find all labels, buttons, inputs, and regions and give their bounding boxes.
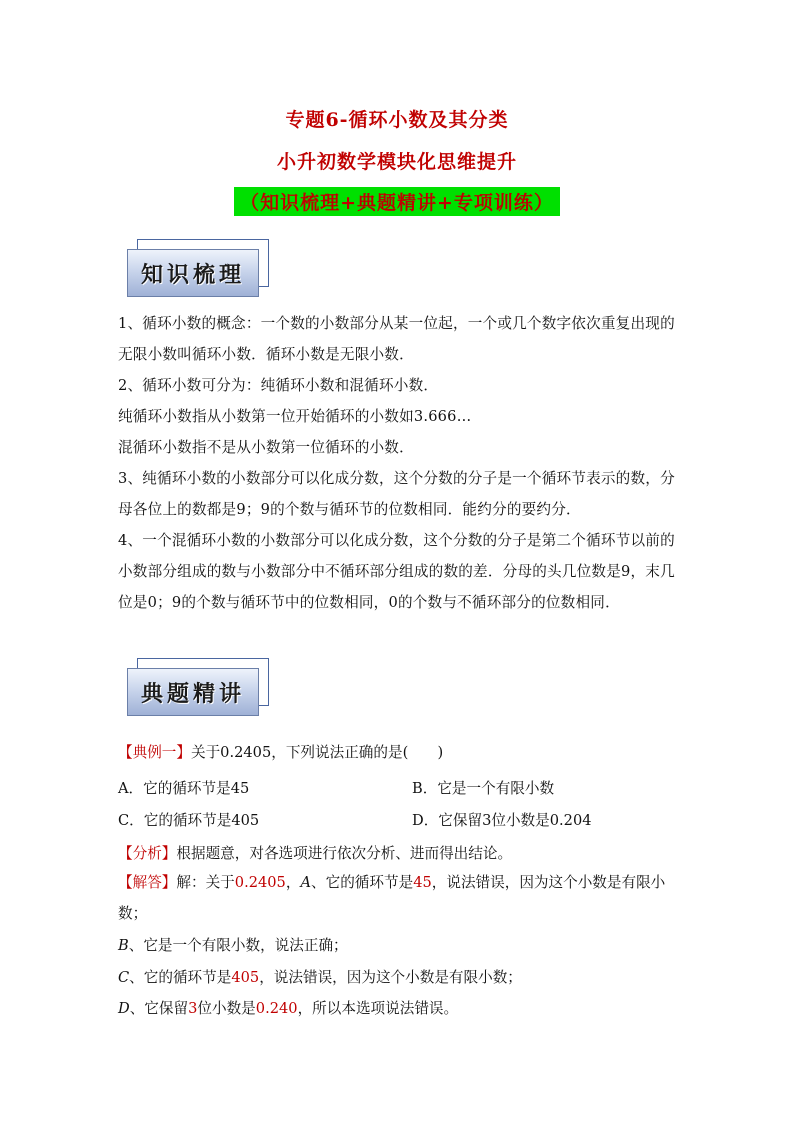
answer-text: 位小数是 (197, 1000, 256, 1017)
answer-number: 45 (413, 874, 432, 891)
answer-number: 0.2405 (234, 874, 286, 891)
tagline-wrap (0, 187, 794, 216)
answer-line-2 (118, 930, 678, 961)
option-letter: C (118, 969, 130, 986)
option-d: D．它保留3位小数是0.204 (412, 812, 592, 829)
answer-number: 405 (231, 969, 260, 986)
option-c: C．它的循环节是405 (118, 812, 260, 829)
knowledge-paragraph-6: 4、一个混循环小数的小数部分可以化成分数，这个分数的分子是第二个循环节以前的小数部分组成的数与小数部分中不循环部分组成的数的差．分母的头几位数是9，末几位是0；9的个数与循环节中的位数相同，0的个数与不循环部分的位数相同． (118, 532, 675, 611)
answer-text: ，说法错误，因为这个小数是有限小数； (118, 874, 666, 922)
analysis-text: 根据题意，对各选项进行依次分析、进而得出结论。 (176, 845, 513, 862)
section-header-knowledge: 知识梳理 (127, 249, 259, 297)
answer-text: 、它保留 (129, 1000, 189, 1017)
knowledge-paragraph-4: 混循环小数指不是从小数第一位循环的小数． (118, 439, 414, 456)
document-tagline: （知识梳理+典题精讲+专项训练） (234, 187, 560, 216)
answer-text: ，所以本选项说法错误。 (297, 1000, 459, 1017)
example-question-text: 关于0.2405，下列说法正确的是( ) (190, 744, 444, 761)
answer-lead: 解：关于 (176, 874, 235, 891)
example-question (118, 742, 443, 764)
document-subtitle: 小升初数学模块化思维提升 (276, 151, 517, 173)
answer-line-3 (118, 962, 678, 993)
answer-number: 0.240 (255, 1000, 298, 1017)
knowledge-paragraph-5: 3、纯循环小数的小数部分可以化成分数，这个分数的分子是一个循环节表示的数，分母各位上的数都是9；9的个数与循环节的位数相同．能约分的要约分． (118, 470, 675, 518)
answer-text: 、它是一个有限小数，说法正确； (128, 937, 348, 954)
answer-number: 3 (188, 1000, 198, 1017)
answer-line-1 (118, 867, 678, 929)
option-letter: A (300, 874, 312, 891)
answer-text: ， (285, 874, 301, 891)
knowledge-paragraph-3: 纯循环小数指从小数第一位开始循环的小数如3.666… (118, 408, 472, 425)
option-a: A．它的循环节是45 (118, 780, 250, 797)
knowledge-paragraph-2: 2、循环小数可分为：纯循环小数和混循环小数． (118, 377, 439, 394)
answer-text: ，说法错误，因为这个小数是有限小数； (259, 969, 522, 986)
knowledge-paragraph-1: 1、循环小数的概念：一个数的小数部分从某一位起，一个或几个数字依次重复出现的无限小数叫循环小数．循环小数是无限小数． (118, 315, 675, 363)
answer-text: 、它的循环节是 (129, 969, 232, 986)
example-tag: 【典例一】 (118, 744, 191, 761)
analysis-line (118, 843, 512, 865)
answer-tag: 【解答】 (118, 874, 177, 891)
section-header-examples: 典题精讲 (127, 668, 259, 716)
option-letter: D (118, 1000, 130, 1017)
option-b: B．它是一个有限小数 (412, 780, 555, 797)
answer-line-4 (118, 993, 678, 1024)
analysis-tag: 【分析】 (118, 845, 177, 862)
option-letter: B (118, 937, 129, 954)
answer-text: 、它的循环节是 (311, 874, 414, 891)
document-title: 专题6-循环小数及其分类 (285, 109, 509, 131)
